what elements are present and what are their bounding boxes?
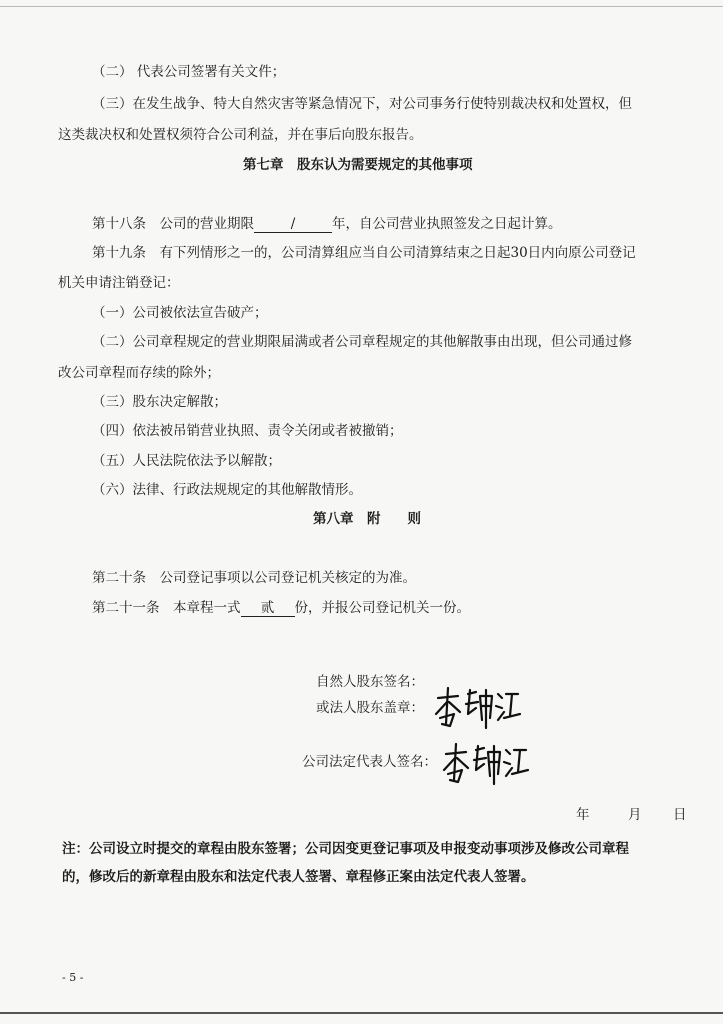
note-line1: 注：公司设立时提交的章程由股东签署；公司因变更登记事项及申报变动事项涉及修改公司章程 <box>62 841 629 857</box>
article-19-line2: 机关申请注销登记： <box>58 275 180 291</box>
top-border <box>0 6 723 7</box>
article-21-suffix: 份，并报公司登记机关一份。 <box>294 600 470 616</box>
case-6: （六）法律、行政法规规定的其他解散情形。 <box>92 482 362 498</box>
article-18-suffix: 年，自公司营业执照签发之日起计算。 <box>332 216 562 232</box>
article-18 <box>92 214 562 234</box>
chapter-8-heading: 第八章 附 则 <box>313 511 421 527</box>
case-2-line2: 改公司章程而存续的除外； <box>58 365 220 381</box>
chapter-7-heading: 第七章 股东认为需要规定的其他事项 <box>243 157 473 173</box>
case-4: （四）依法被吊销营业执照、责令关闭或者被撤销； <box>92 423 403 439</box>
article-21-prefix: 第二十一条 本章程一式 <box>92 600 241 616</box>
date-month: 月 <box>628 807 642 823</box>
note-line2: 的，修改后的新章程由股东和法定代表人签署、章程修正案由法定代表人签署。 <box>62 869 535 885</box>
article-18-prefix: 第十八条 公司的营业期限 <box>92 216 254 232</box>
bottom-border <box>0 1012 723 1014</box>
natural-person-signature-label: 自然人股东签名： <box>316 674 424 690</box>
clause-3-line1: （三）在发生战争、特大自然灾害等紧急情况下，对公司事务行使特别裁决权和处置权，但 <box>92 96 632 112</box>
shareholder-signature <box>432 684 522 730</box>
case-1: （一）公司被依法宣告破产； <box>92 305 268 321</box>
article-19-line1: 第十九条 有下列情形之一的，公司清算组应当自公司清算结束之日起30日内向原公司登记 <box>92 245 636 261</box>
legal-representative-signature-label: 公司法定代表人签名： <box>302 754 437 770</box>
case-5: （五）人民法院依法予以解散； <box>92 453 281 469</box>
business-term-blank: / <box>254 216 332 233</box>
clause-2: （二） 代表公司签署有关文件； <box>92 64 286 80</box>
case-3: （三）股东决定解散； <box>92 394 227 410</box>
copies-blank: 贰 <box>241 600 295 617</box>
legal-representative-signature <box>440 740 530 786</box>
clause-3-line2: 这类裁决权和处置权须符合公司利益，并在事后向股东报告。 <box>58 127 423 143</box>
legal-entity-seal-label: 或法人股东盖章： <box>316 700 424 716</box>
article-21 <box>92 598 470 618</box>
article-20: 第二十条 公司登记事项以公司登记机关核定的为准。 <box>92 570 416 586</box>
case-2-line1: （二）公司章程规定的营业期限届满或者公司章程规定的其他解散事由出现，但公司通过修 <box>92 334 632 350</box>
page-number: - 5 - <box>62 971 84 984</box>
date-year: 年 <box>576 807 590 823</box>
date-day: 日 <box>673 807 687 823</box>
